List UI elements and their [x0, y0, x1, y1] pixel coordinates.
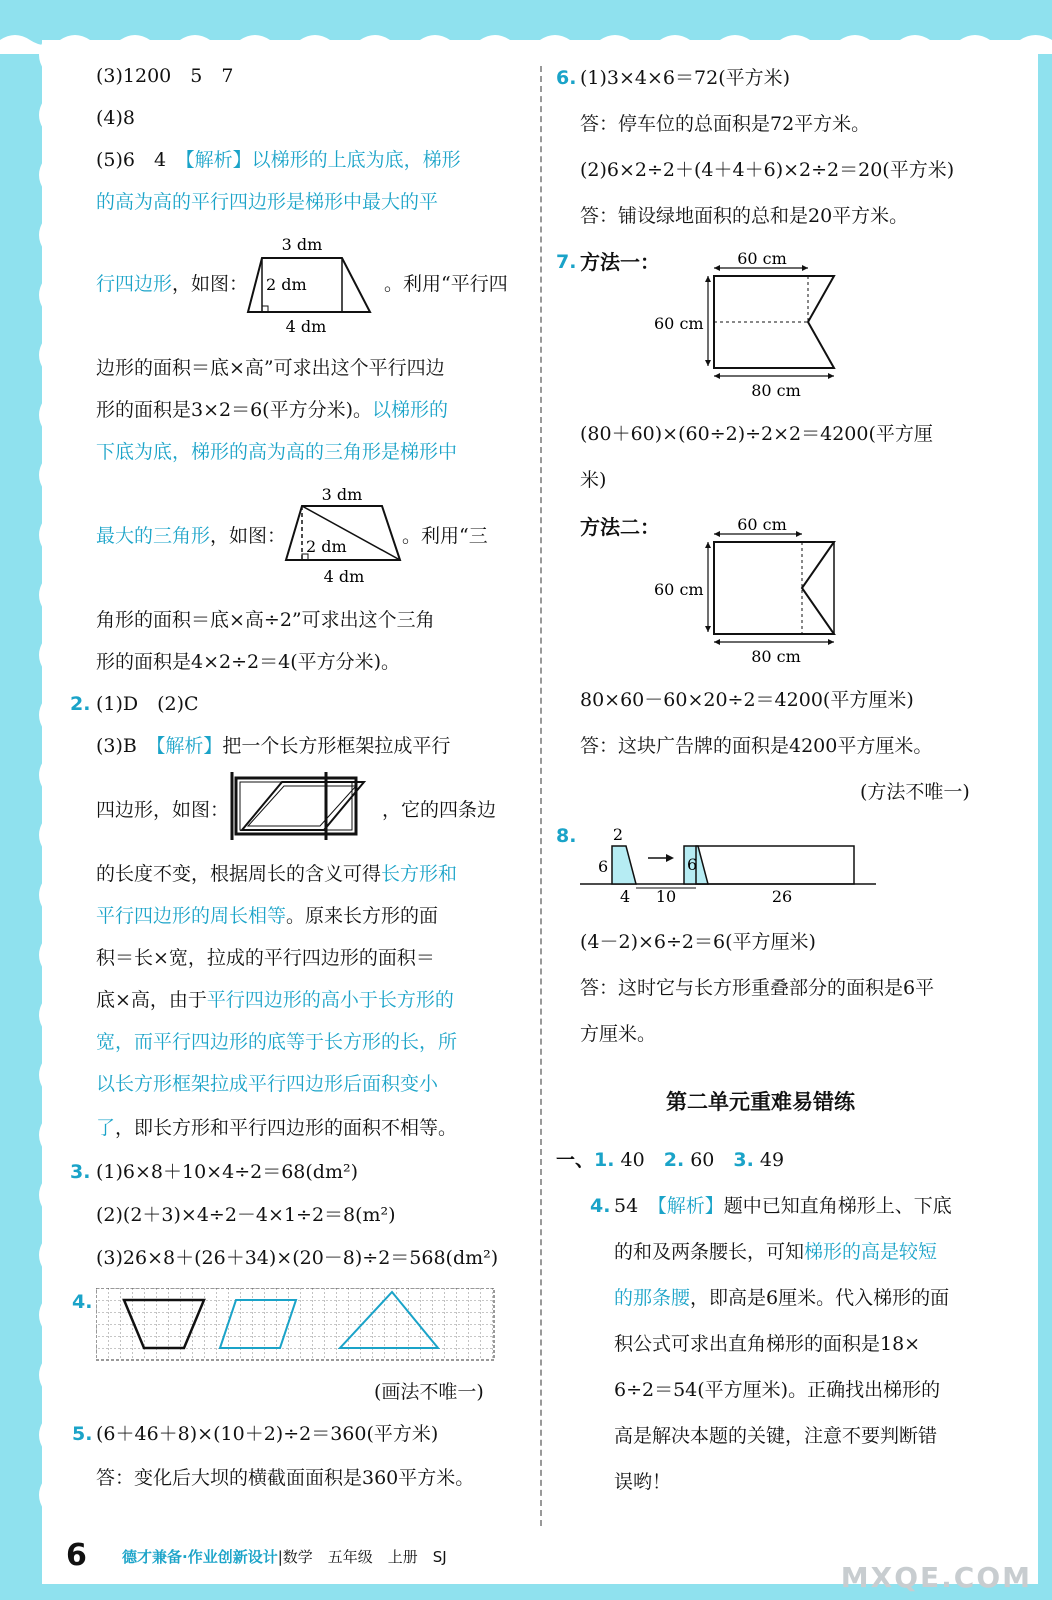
method-one-label: 方法一：	[580, 250, 660, 274]
answer-3-1: (1)6×8＋10×4÷2＝68(dm²)	[96, 1161, 359, 1183]
answer-1-4: (4)8	[96, 107, 136, 129]
analysis-line: 。利用“三	[402, 525, 488, 547]
analysis-line: 形的面积是3×2＝6(平方分米)。以梯形的	[96, 399, 449, 421]
fig7a-left-label: 60 cm	[654, 314, 704, 333]
rectangle-frame-figure	[228, 770, 378, 844]
question-number: 2.	[70, 693, 91, 715]
analysis-tag: 【解析】	[185, 149, 252, 171]
analysis-line: 的和及两条腰长，可知梯形的高是较短	[614, 1241, 938, 1263]
fig7a-top-label: 60 cm	[737, 249, 787, 268]
answer-6-1-reply: 答：停车位的总面积是72平方米。	[580, 113, 871, 135]
fig1-height-label: 2 dm	[266, 275, 307, 294]
analysis-line: 四边形，如图：	[96, 799, 230, 821]
footer-info: 德才兼备·作业创新设计|数学 五年级 上册 SJ	[122, 1548, 447, 1566]
answer-6-2-reply: 答：铺设绿地面积的总和是20平方米。	[580, 205, 909, 227]
answer-7-reply: 答：这块广告牌的面积是4200平方厘米。	[580, 735, 933, 757]
answer-6-1: (1)3×4×6＝72(平方米)	[580, 67, 791, 89]
fig7a-bottom-label: 80 cm	[751, 381, 801, 400]
answer-1-5: (5)6 4 【解析】以梯形的上底为底，梯形	[96, 149, 461, 171]
fig7b-top-label: 60 cm	[737, 515, 787, 534]
answer-8-reply-cont: 方厘米。	[580, 1023, 657, 1045]
billboard-figure-method-two	[652, 512, 852, 672]
answer-2-3: (3)B 【解析】把一个长方形框架拉成平行	[96, 735, 451, 757]
answer-5: (6＋46＋8)×(10＋2)÷2＝360(平方米)	[96, 1423, 439, 1445]
analysis-line: 误哟！	[614, 1471, 672, 1493]
answer-s4: 54 【解析】题中已知直角梯形上、下底	[614, 1195, 952, 1217]
analysis-line: 下底为底，梯形的高为高的三角形是梯形中	[96, 441, 458, 463]
page-border-right	[1038, 0, 1052, 1600]
sliding-trapezoid-figure	[578, 822, 878, 912]
analysis-tag: 【解析】	[155, 735, 223, 757]
analysis-line: 最大的三角形，如图：	[96, 525, 287, 547]
brand-name: 德才兼备·作业创新设计	[122, 1548, 278, 1566]
answer-1-3: (3)1200 5 7	[96, 65, 234, 87]
page-number: 6	[66, 1538, 87, 1573]
analysis-line: 的高为高的平行四边形是梯形中最大的平	[96, 191, 439, 213]
question-number: 4.	[72, 1291, 93, 1313]
fig2-top-label: 3 dm	[321, 485, 363, 504]
question-number: 3.	[70, 1161, 91, 1183]
question-number: 8.	[556, 825, 577, 847]
answer-2-1-2: (1)D (2)C	[96, 693, 199, 715]
analysis-line: 底×高，由于平行四边形的高小于长方形的	[96, 989, 454, 1011]
answer-8-reply: 答：这时它与长方形重叠部分的面积是6平	[580, 977, 935, 999]
analysis-line: 角形的面积＝底×高÷2”可求出这个三角	[96, 609, 435, 631]
analysis-line: 积＝长×宽，拉成的平行四边形的面积＝	[96, 947, 435, 969]
fig2-bottom-label: 4 dm	[323, 567, 365, 586]
answer-8: (4－2)×6÷2＝6(平方厘米)	[580, 931, 816, 953]
question-number: 4.	[590, 1195, 611, 1217]
fig8-label-a: 2	[612, 825, 624, 844]
note: (方法不唯一)	[860, 781, 970, 803]
trapezoid-parallelogram-figure	[242, 232, 382, 342]
fig7b-bottom-label: 80 cm	[751, 647, 801, 666]
grid-drawing-figure	[96, 1288, 496, 1362]
analysis-line: 的长度不变，根据周长的含义可得长方形和	[96, 863, 458, 885]
answer-7-method-two: 80×60－60×20÷2＝4200(平方厘米)	[580, 689, 914, 711]
method-two-label: 方法二：	[580, 515, 660, 539]
question-number: 7.	[556, 251, 577, 273]
analysis-line: 形的面积是4×2÷2＝4(平方分米)。	[96, 651, 401, 673]
fig8-label-e: 10	[655, 887, 677, 906]
analysis-line: 边形的面积＝底×高”可求出这个平行四边	[96, 357, 445, 379]
analysis-line: ，它的四条边	[382, 799, 497, 821]
fig8-label-f: 26	[771, 887, 793, 906]
analysis-line: 平行四边形的周长相等。原来长方形的面	[96, 905, 439, 927]
answer-3-3: (3)26×8＋(26＋34)×(20－8)÷2＝568(dm²)	[96, 1247, 499, 1269]
fig2-height-label: 2 dm	[306, 537, 347, 556]
question-number: 5.	[72, 1423, 93, 1445]
fig7b-left-label: 60 cm	[654, 580, 704, 599]
answer-5-reply: 答：变化后大坝的横截面面积是360平方米。	[96, 1467, 475, 1489]
analysis-line: 以长方形框架拉成平行四边形后面积变小	[96, 1073, 439, 1095]
answer-3-2: (2)(2＋3)×4÷2－4×1÷2＝8(m²)	[96, 1204, 396, 1226]
analysis-line: 宽，而平行四边形的底等于长方形的长，所	[96, 1031, 458, 1053]
section-one-answers: 一、1. 40 2. 60 3. 49	[556, 1149, 785, 1171]
answer-6-2: (2)6×2÷2＋(4＋4＋6)×2÷2＝20(平方米)	[580, 159, 955, 181]
question-number: 6.	[556, 67, 577, 89]
top-wave-decoration	[0, 30, 1052, 54]
answer-7-method-one: (80＋60)×(60÷2)÷2×2＝4200(平方厘	[580, 423, 933, 445]
left-wave-decoration	[34, 40, 56, 1560]
watermark: MXQE.COM	[840, 1561, 1032, 1594]
fig8-label-d: 6	[687, 855, 698, 874]
analysis-line: 行四边形，如图：	[96, 273, 249, 295]
fig8-label-c: 4	[620, 887, 631, 906]
column-divider	[540, 66, 542, 1526]
analysis-line: 。利用“平行四	[384, 273, 508, 295]
billboard-figure-method-one	[652, 246, 852, 406]
analysis-line: 高是解决本题的关键，注意不要判断错	[614, 1425, 938, 1447]
fig1-top-label: 3 dm	[281, 235, 323, 254]
section-title: 第二单元重难易错练	[666, 1090, 855, 1114]
analysis-line: 了，即长方形和平行四边形的面积不相等。	[96, 1117, 458, 1139]
fig1-bottom-label: 4 dm	[285, 317, 327, 336]
analysis-line: 的那条腰，即高是6厘米。代入梯形的面	[614, 1287, 950, 1309]
answer-7-method-one-cont: 米)	[580, 469, 607, 491]
analysis-line: 积公式可求出直角梯形的面积是18×	[614, 1333, 921, 1355]
note: (画法不唯一)	[374, 1381, 484, 1403]
fig8-label-b: 6	[598, 857, 609, 876]
trapezoid-triangle-figure	[282, 484, 422, 594]
analysis-line: 6÷2＝54(平方厘米)。正确找出梯形的	[614, 1379, 941, 1401]
analysis-tag: 【解析】	[657, 1195, 724, 1217]
